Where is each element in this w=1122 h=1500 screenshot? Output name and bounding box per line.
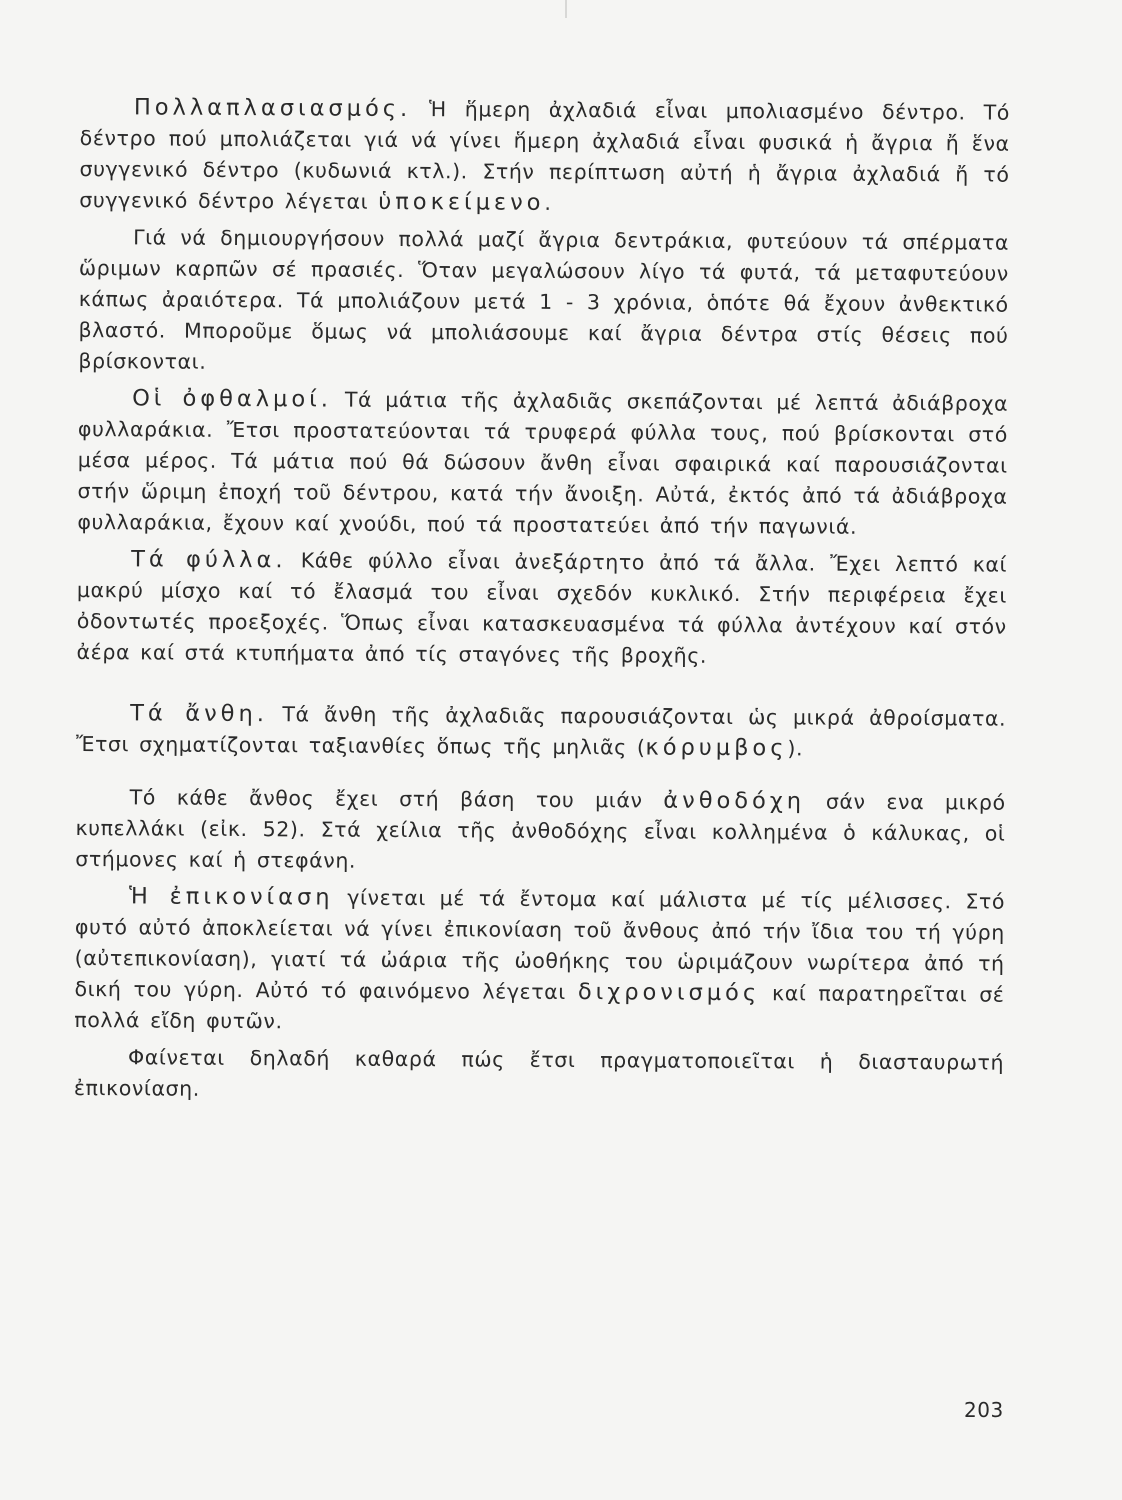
paragraph-text: Φαίνεται δηλαδή καθαρά πώς ἔτσι πραγματοποιεῖται ἡ διασταυρωτή ἐπικονίαση. bbox=[73, 1045, 1005, 1101]
paragraph-pollination bbox=[74, 881, 1005, 1042]
term-pollination: Ἡ ἐπικονίαση bbox=[129, 883, 334, 911]
paragraph-text: Τό κάθε ἄνθος ἔχει στή βάση του μιάν bbox=[129, 785, 664, 813]
paragraph-propagation bbox=[79, 92, 1010, 222]
paragraph-seedlings bbox=[78, 222, 1009, 383]
paragraph-text: Ἡ ἥμερη ἀχλαδιά εἶναι μπολιασμένο δέντρο. Τό δέντρο πού μπολιάζεται γιά νά γίνει ἥμερη ἀχλαδιά εἶναι φυσικά ἡ ἄγρια ἤ ἕνα συγγενικό δέντρο (κυδωνιά κτλ.). Στήν περίπτωση αὐτή ἡ ἄγρια ἀχλαδιά ἤ τό συγγενικό δέντρο λέγεται bbox=[79, 97, 1010, 214]
paragraph-tail: . bbox=[544, 190, 552, 215]
body-text bbox=[74, 92, 1010, 1110]
term-dichogamy: διχρονισμός bbox=[577, 979, 761, 1007]
paragraph-text: γίνεται μέ τά ἔντομα καί μάλιστα μέ τίς μέλισσες. Στό φυτό αὐτό ἀποκλείεται νά γίνει ἐπικονίαση τοῦ ἄνθους ἀπό τήν ἴδια του τή γύρη (αὐτεπικονίαση), γιατί τά ὠάρια τῆς ὠοθήκης του ὡριμάζουν νωρίτερα ἀπό τή δική του γύρη. Αὐτό τό φαινόμενο λέγεται bbox=[74, 885, 1006, 1005]
paragraph-flowers bbox=[76, 698, 1006, 766]
paragraph-tail: σάν ενα μικρό κυπελλάκι (εἰκ. 52). Στά χείλια τῆς ἀνθοδόχης εἶναι κολλημένα ὁ κάλυκας, οἱ στήμονες καί ἡ στεφάνη. bbox=[75, 789, 1006, 873]
paragraph-text: Τά μάτια τῆς ἀχλαδιᾶς σκεπάζονται μέ λεπτά ἀδιάβροχα φυλλαράκια. Ἔτσι προστατεύονται τά τρυφερά φύλλα τους, πού βρίσκονται στό μέσα μέρος. Τά μάτια πού θά δώσουν ἄνθη εἶναι σφαιρικά καί παρουσιάζονται στήν ὥριμη ἐποχή τοῦ δέντρου, κατά τήν ἄνοιξη. Αὐτά, ἐκτός ἀπό τά ἀδιάβροχα φυλλαράκια, ἔχουν καί χνούδι, πού τά προστατεύει ἀπό τήν παγωνιά. bbox=[77, 387, 1009, 539]
paragraph-text: Τά ἄνθη τῆς ἀχλαδιᾶς παρουσιάζονται ὡς μικρά ἀθροίσματα. Ἔτσι σχηματίζονται ταξιανθίες ὅπως τῆς μηλιᾶς ( bbox=[75, 702, 1007, 760]
paragraph-receptacle bbox=[75, 782, 1006, 881]
term-corymb: κόρυμβος bbox=[645, 734, 788, 762]
term-flowers: Τά ἄνθη. bbox=[130, 700, 268, 728]
paragraph-cross-pollination bbox=[74, 1042, 1004, 1110]
scan-artifact bbox=[565, 0, 567, 18]
paragraph-text: Γιά νά δημιουργήσουν πολλά μαζί ἄγρια δεντράκια, φυτεύουν τά σπέρματα ὥριμων καρπῶν σέ πρασιές. Ὅταν μεγαλώσουν λίγο τά φυτά, τά μεταφυτεύουν κάπως ἀραιότερα. Τά μπολιάζουν μετά 1 - 3 χρόνια, ὁπότε θά ἔχουν ἀνθεκτικό βλαστό. Μποροῦμε ὅμως νά μπολιάσουμε καί ἄγρια δέντρα στίς θέσεις πού βρίσκονται. bbox=[78, 225, 1010, 374]
paragraph-leaves bbox=[76, 544, 1007, 674]
page-number: 203 bbox=[964, 1398, 1004, 1422]
term-buds: Οἱ ὀφθαλμοί. bbox=[132, 385, 333, 413]
term-leaves: Τά φύλλα. bbox=[131, 546, 287, 574]
term-rootstock: ὑποκείμενο bbox=[378, 188, 545, 216]
term-propagation: Πολλαπλασιασμός. bbox=[133, 94, 412, 123]
paragraph-tail: καί παρατηρεῖται σέ πολλά εἴδη φυτῶν. bbox=[74, 981, 1005, 1034]
paragraph-tail: ). bbox=[787, 736, 804, 761]
term-receptacle: ἀνθοδόχη bbox=[663, 787, 806, 815]
paragraph-text: Κάθε φύλλο εἶναι ἀνεξάρτητο ἀπό τά ἄλλα. Ἔχει λεπτό καί μακρύ μίσχο καί τό ἔλασμά του εἶναι σχεδόν κυκλικό. Στήν περιφέρεια ἔχει ὀδοντωτές προεξοχές. Ὅπως εἶναι κατασκευασμένα τά φύλλα ἀντέχουν καί στόν ἀέρα καί στά κτυπήματα ἀπό τίς σταγόνες τῆς βροχῆς. bbox=[76, 548, 1008, 668]
paragraph-buds bbox=[77, 383, 1008, 544]
